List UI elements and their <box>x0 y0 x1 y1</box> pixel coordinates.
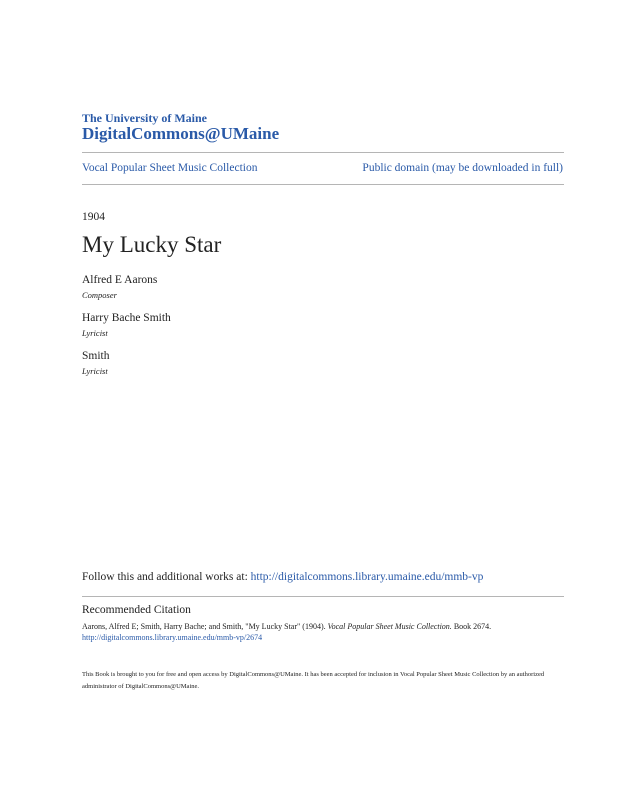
divider-meta <box>82 184 564 185</box>
citation-heading: Recommended Citation <box>82 604 191 616</box>
creator-name: Smith <box>82 350 110 362</box>
citation-series: Vocal Popular Sheet Music Collection. <box>327 622 452 631</box>
repository-link[interactable]: DigitalCommons@UMaine <box>82 124 280 143</box>
divider-citation <box>82 596 564 597</box>
publication-year: 1904 <box>82 211 105 223</box>
citation-url-link[interactable]: http://digitalcommons.library.umaine.edu/mmb-vp/2674 <box>82 632 263 642</box>
page-title: My Lucky Star <box>82 232 222 257</box>
institution-name: The University of Maine <box>82 111 207 125</box>
follow-label: Follow this and additional works at: <box>82 571 248 583</box>
divider-top <box>82 152 564 153</box>
creator-role: Composer <box>82 290 117 300</box>
creator-role: Lyricist <box>82 328 108 338</box>
creator-role: Lyricist <box>82 366 108 376</box>
citation-book: Book 2674. <box>453 622 492 631</box>
citation-text <box>82 622 562 643</box>
creator-name: Harry Bache Smith <box>82 312 171 324</box>
collection-link[interactable]: Vocal Popular Sheet Music Collection <box>82 162 258 174</box>
follow-line <box>82 571 483 583</box>
citation-authors: Aarons, Alfred E; Smith, Harry Bache; and Smith, "My Lucky Star" (1904). <box>82 622 326 631</box>
access-notice: This Book is brought to you for free and open access by DigitalCommons@UMaine. It has been accepted for inclusion in Vocal Popular Sheet Music Collection by an authorized administrator of DigitalCommons@UMaine. <box>82 671 545 690</box>
rights-link[interactable]: Public domain (may be downloaded in full) <box>362 162 563 174</box>
creator-name: Alfred E Aarons <box>82 274 158 286</box>
follow-url-link[interactable]: http://digitalcommons.library.umaine.edu/mmb-vp <box>250 571 484 583</box>
